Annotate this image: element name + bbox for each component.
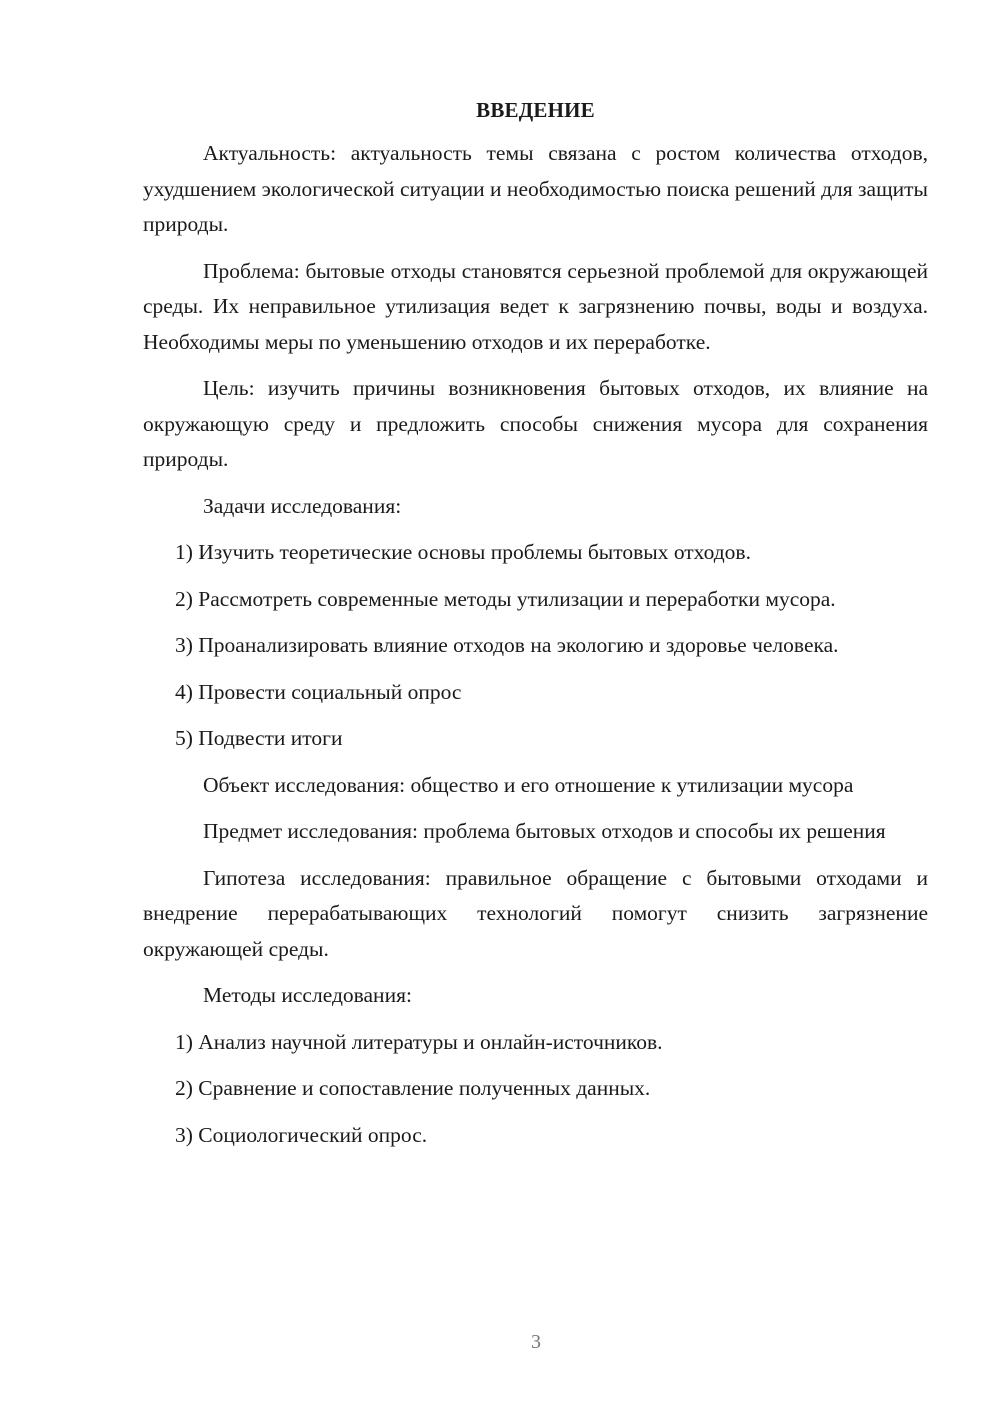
task-item-1: 1) Изучить теоретические основы проблемы бытовых отходов.	[175, 540, 751, 564]
method-item-3: 3) Социологический опрос.	[175, 1122, 428, 1147]
document-page	[143, 93, 928, 1153]
paragraph-object: Объект исследования: общество и его отношение к утилизации мусора	[203, 772, 854, 797]
method-item-2: 2) Сравнение и сопоставление полученных данных.	[175, 1076, 651, 1100]
paragraph-subject: Предмет исследования: проблема бытовых отходов и способы их решения	[203, 819, 886, 843]
paragraph-hypothesis: Гипотеза исследования: правильное обращение с бытовыми отходами и внедрение перерабатывающих технологий помогут снизить загрязнение окружающей среды.	[143, 865, 928, 961]
paragraph-goal: Цель: изучить причины возникновения бытовых отходов, их влияние на окружающую среду и предложить способы снижения мусора для сохранения природы.	[143, 376, 928, 471]
methods-heading: Методы исследования:	[203, 983, 412, 1007]
task-item-5: 5) Подвести итоги	[175, 726, 343, 750]
paragraph-problem: Проблема: бытовые отходы становятся серьезной проблемой для окружающей среды. Их неправильное утилизация ведет к загрязнению почвы, воды и воздуха. Необходимы меры по уменьшению отходов и их переработке.	[143, 258, 928, 354]
paragraph-relevance: Актуальность: актуальность темы связана с ростом количества отходов, ухудшением экологической ситуации и необходимостью поиска решений для защиты природы.	[143, 141, 928, 236]
method-item-1: 1) Анализ научной литературы и онлайн-источников.	[175, 1029, 663, 1054]
page-number: 3	[531, 1331, 541, 1353]
page-title: ВВЕДЕНИЕ	[476, 98, 595, 122]
task-item-3: 3) Проанализировать влияние отходов на экологию и здоровье человека.	[175, 633, 839, 657]
task-item-2: 2) Рассмотреть современные методы утилизации и переработки мусора.	[175, 586, 836, 611]
task-item-4: 4) Провести социальный опрос	[175, 679, 462, 704]
tasks-heading: Задачи исследования:	[203, 493, 402, 518]
